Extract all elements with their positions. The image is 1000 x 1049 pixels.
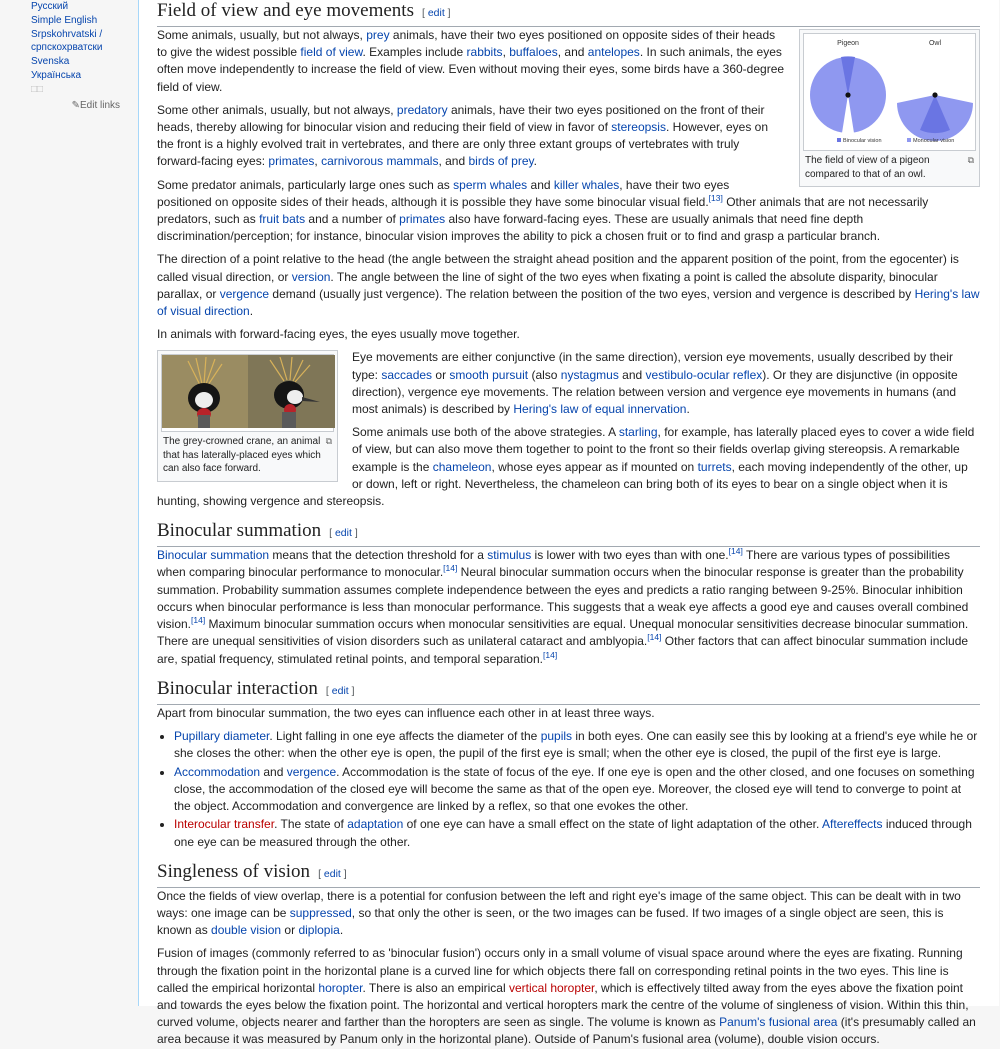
list-item: • Accommodation and vergence. Accommodation is the state of focus of the eye. If one eye is open and the other closed, and one focuses on something close, the accommodation of the closed eye will become the same as that of the open eye. Moreover, the closed eye will tend to converge to point at the object. Accommodation and convergence are linked by a reflex, so that one evokes the other. xyxy=(174,764,980,816)
link-birds-of-prey[interactable]: birds of prey xyxy=(468,154,534,169)
field-of-view-image[interactable] xyxy=(803,33,976,151)
link-stereopsis[interactable]: stereopsis xyxy=(611,120,666,135)
crane-image[interactable] xyxy=(161,354,334,432)
link-stimulus[interactable]: stimulus xyxy=(487,548,532,563)
edit-link[interactable]: edit xyxy=(427,7,445,19)
link-adaptation[interactable]: adaptation xyxy=(347,817,404,832)
pigeon-head-dot xyxy=(845,92,850,97)
link-nystagmus[interactable]: nystagmus xyxy=(560,367,619,382)
link-antelopes[interactable]: antelopes xyxy=(587,45,640,60)
citation-14[interactable]: [14] xyxy=(191,615,206,626)
paragraph-fov-7: Some animals use both of the above strategies. A starling, for example, has laterally placed eyes to cover a wide field of view, but can also move them together to point to the front so their fields overlap giving stereopsis. A remarkable example is the chameleon, whose eyes appear as if mounted on turrets, each moving independently of the other, up or down, left or right. Nevertheless, the chameleon can bring both of its eyes to bear on a single object when it is hunting, showing vergence and stereopsis. xyxy=(157,425,975,509)
figure-field-of-view xyxy=(799,29,980,187)
paragraph-fov-5: In animals with forward-facing eyes, the eyes usually move together. xyxy=(157,327,520,342)
section-edit-link: [ edit ] xyxy=(421,7,451,19)
link-starling[interactable]: starling xyxy=(618,425,658,440)
link-carnivorous-mammals[interactable]: carnivorous mammals xyxy=(321,154,439,169)
section-heading-singleness xyxy=(157,857,980,888)
section-title: Singleness of vision xyxy=(157,860,311,882)
section-title: Binocular summation xyxy=(157,520,322,542)
sidebar xyxy=(0,0,138,1000)
figure-crowned-crane xyxy=(157,350,338,482)
figure-caption: ⧉ The grey-crowned crane, an animal that has laterally-placed eyes which can also face forward. xyxy=(163,436,332,475)
citation-13[interactable]: [13] xyxy=(708,192,723,203)
language-link-russian[interactable]: Русский xyxy=(31,1,69,12)
citation-14[interactable]: [14] xyxy=(647,632,662,643)
enlarge-icon[interactable]: ⧉ xyxy=(325,436,332,447)
article-content xyxy=(138,0,999,1047)
edit-link[interactable]: edit xyxy=(331,684,349,697)
link-vertical-horopter[interactable]: vertical horopter xyxy=(508,980,595,995)
link-interocular-transfer[interactable]: Interocular transfer xyxy=(174,817,275,832)
edit-links[interactable] xyxy=(0,100,138,111)
link-primates-2[interactable]: primates xyxy=(399,212,446,227)
link-version[interactable]: version xyxy=(291,269,331,284)
link-pupillary-diameter[interactable]: Pupillary diameter xyxy=(174,728,270,743)
legend-monocular-swatch xyxy=(907,138,911,142)
paragraph-singleness-1: Once the fields of view overlap, there is a potential for confusion between the left and right eye's image of the same object. This can be dealt with in two ways: one image can be suppressed, so that only the other is seen, or the two images can be fused. If two images of a single object are seen, this is known as double vision or diplopia. xyxy=(157,888,961,938)
owl-label: Owl xyxy=(928,40,942,47)
edit-link[interactable]: edit xyxy=(323,867,341,880)
edit-link[interactable]: edit xyxy=(334,527,352,540)
link-sperm-whales[interactable]: sperm whales xyxy=(453,177,528,192)
link-herings-law-equal-innervation[interactable]: Hering's law of equal innervation xyxy=(513,402,687,417)
citation-14[interactable]: [14] xyxy=(543,649,558,660)
link-saccades[interactable]: saccades xyxy=(381,367,433,382)
paragraph-summation-1: Binocular summation means that the detection threshold for a stimulus is lower with two eyes than with one.[14] There are various types of possibilities when comparing binocular performance to monocular.[14] Neural binocular summation occurs when the binocular response is greater than the probability summation. Probability summation assumes complete independence between the eyes and predicts a ratio ranging between 9-25%. Binocular inhibition occurs when binocular performance is less than monocular performance. This suggests that a weak eye affects a good eye and causes overall combined vision.[14] Maximum binocular summation occurs when monocular sensitivities are equal. Unequal monocular sensitivities decrease binocular summation. There are unequal sensitivities of vision disorders such as unilateral cataract and amblyopia.[14] Other factors that can affect binocular summation include are, spatial frequency, stimulated retinal points, and temporal separation.[14] xyxy=(157,546,969,666)
list-item: • Pupillary diameter. Light falling in one eye affects the diameter of the pupils in both eyes. One can easily see this by looking at a friend's eye while he or she closes the other: when the other eye is open, the pupil of the first eye is small; when the other eye is closed, the pupil of the first eye is large. xyxy=(174,728,980,762)
language-link-ukrainian[interactable]: Українська xyxy=(31,69,82,81)
paragraph-interaction-intro: Apart from binocular summation, the two eyes can influence each other in at least three ways. xyxy=(157,705,655,720)
link-pupils[interactable]: pupils xyxy=(540,728,573,743)
link-suppressed[interactable]: suppressed xyxy=(289,905,352,920)
link-buffaloes[interactable]: buffaloes xyxy=(509,45,558,60)
legend-monocular-label: Monocular vision xyxy=(913,138,955,144)
field-of-view-diagram xyxy=(804,34,977,147)
interaction-list xyxy=(157,728,980,851)
section-title: Binocular interaction xyxy=(157,677,318,699)
paragraph-fov-2: Some other animals, usually, but not always, predatory animals, have their two eyes positioned on the front of their heads, thereby allowing for binocular vision and reducing their field of view in favor of stereopsis. However, eyes on the front is a highly evolved trait in vertebrates, and there are only three extant groups of vertebrates with truly forward-facing eyes: primates, carnivorous mammals, and birds of prey. xyxy=(157,102,769,169)
link-panums-fusional-area[interactable]: Panum's fusional area xyxy=(719,1015,838,1030)
link-rabbits[interactable]: rabbits xyxy=(466,45,503,60)
link-diplopia[interactable]: diplopia xyxy=(298,923,340,938)
citation-14[interactable]: [14] xyxy=(728,546,743,557)
language-link-swedish[interactable]: Svenska xyxy=(31,56,70,68)
owl-head-dot xyxy=(932,92,937,97)
section-heading-summation xyxy=(157,516,980,547)
language-link-simple-english[interactable]: Simple English xyxy=(31,14,98,26)
link-prey[interactable]: prey xyxy=(366,28,390,42)
link-chameleon[interactable]: chameleon xyxy=(432,459,492,474)
section-edit-link: [ edit ] xyxy=(329,527,358,540)
link-vestibulo-ocular-reflex[interactable]: vestibulo-ocular reflex xyxy=(645,367,763,382)
legend-binocular-label: Binocular vision xyxy=(843,138,882,144)
link-predatory[interactable]: predatory xyxy=(396,102,448,117)
paragraph-fov-1: Some animals, usually, but not always, prey animals, have their two eyes positioned on opposite sides of their heads to give the widest possible field of view. Examples include rabbits, buffaloes, and antelopes. In such animals, the eyes often move independently to increase the field of view. Even without moving their eyes, some birds have a 360-degree field of view. xyxy=(157,28,785,94)
list-item: • Interocular transfer. The state of adaptation of one eye can have a small effect on the state of light adaptation of the other. Aftereffects induced through one eye can be measured through the other. xyxy=(174,816,980,850)
link-vergence[interactable]: vergence xyxy=(219,286,270,301)
paragraph-fov-3: Some predator animals, particularly large ones such as sperm whales and killer whales, have their two eyes positioned on opposite sides of their heads, although it is possible they have some binocular visual field.[13] Other animals that are not necessarily predators, such as fruit bats and a number of primates also have forward-facing eyes. These are usually animals that need fine depth discrimination/perception; for instance, binocular vision improves the ability to pick a chosen fruit or to find and grasp a particular branch. xyxy=(157,177,929,244)
link-herings-law-visual-direction[interactable]: Hering's law of visual direction xyxy=(157,286,980,319)
language-list xyxy=(0,0,138,97)
enlarge-icon[interactable]: ⧉ xyxy=(967,155,974,165)
link-vergence-2[interactable]: vergence xyxy=(286,764,337,779)
pigeon-label: Pigeon xyxy=(837,40,859,47)
language-link-unrendered[interactable]: □□ xyxy=(31,83,44,95)
edit-links-label: Edit links xyxy=(79,99,120,111)
link-field-of-view[interactable]: field of view xyxy=(300,45,363,60)
link-fruit-bats[interactable]: fruit bats xyxy=(259,212,306,227)
link-smooth-pursuit[interactable]: smooth pursuit xyxy=(449,367,529,382)
link-primates[interactable]: primates xyxy=(268,154,315,169)
section-heading-interaction xyxy=(157,674,980,705)
link-binocular-summation[interactable]: Binocular summation xyxy=(157,548,270,563)
link-turrets[interactable]: turrets xyxy=(697,459,732,474)
legend-binocular-swatch xyxy=(837,138,841,142)
paragraph-fov-4: The direction of a point relative to the head (the angle between the straight ahead position and the apparent position of the point, from the egocenter) is called visual direction, or version. The angle between the line of sight of the two eyes when fixating a point is called the absolute disparity, binocular parallax, or vergence demand (usually just vergence). The relation between the position of the two eyes, version and vergence is described by Hering's law of visual direction. xyxy=(157,252,980,319)
section-title: Field of view and eye movements xyxy=(157,0,414,21)
section-heading-fov xyxy=(157,0,980,27)
section-edit-link: [ edit ] xyxy=(318,867,347,880)
paragraph-fov-6: Eye movements are either conjunctive (in the same direction), version eye movements, usually described by their type: saccades or smooth pursuit (also nystagmus and vestibulo-ocular reflex). Or they are disjunctive (in opposite direction), vergence eye movements. The relation between version and vergence eye movements in humans (and most animals) is described by Hering's law of equal innervation. xyxy=(352,350,958,417)
link-horopter[interactable]: horopter xyxy=(318,980,363,995)
link-accommodation[interactable]: Accommodation xyxy=(174,764,261,779)
language-link-serbo-croatian[interactable]: Srpskohrvatski / српскохрватски xyxy=(31,28,103,54)
crane-photo xyxy=(162,355,335,428)
citation-14[interactable]: [14] xyxy=(443,563,458,574)
paragraph-singleness-2: Fusion of images (commonly referred to as 'binocular fusion') occurs only in a small volume of visual space around where the eyes are fixating. Running through the fixation point in the horizontal plane is a curved line for which objects there fall on corresponding retinal points in the two eyes. This line is called the empirical horizontal horopter. There is also an empirical vertical horopter, which is effectively tilted away from the eyes above the fixation point and towards the eyes below the fixation point. The horizontal and vertical horopters mark the centre of the volume of singleness of vision. Within this thin, curved volume, objects nearer and farther than the horopters are seen as single. The volume is known as Panum's fusional area (it's presumably called an area because it was measured by Panum only in the horizontal plane). Outside of Panum's fusional area (volume), double vision occurs. xyxy=(157,946,976,1047)
link-killer-whales[interactable]: killer whales xyxy=(553,177,620,192)
figure-caption: ⧉ The field of view of a pigeon compared to that of an owl. xyxy=(805,155,974,180)
link-aftereffects[interactable]: Aftereffects xyxy=(822,817,883,832)
link-double-vision[interactable]: double vision xyxy=(211,923,282,938)
section-edit-link: [ edit ] xyxy=(325,684,355,697)
pencil-icon: ✎ xyxy=(71,99,80,111)
